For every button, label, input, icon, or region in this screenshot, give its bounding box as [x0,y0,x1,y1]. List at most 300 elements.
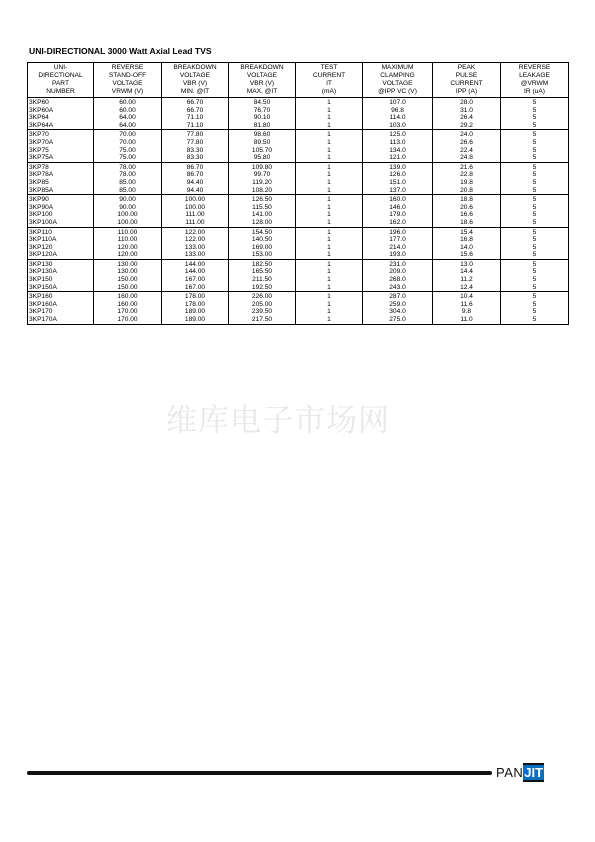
table-cell: 205.00 [229,301,296,309]
panjit-logo [496,766,544,780]
table-cell: 83.30 [162,147,229,155]
table-cell: 268.0 [363,276,433,284]
table-cell: 24.0 [433,130,501,139]
table-cell: 150.00 [94,284,162,292]
table-cell: 5 [501,107,569,115]
table-row [28,236,569,244]
table-cell: 110.00 [94,236,162,244]
table-cell: 5 [501,316,569,324]
table-cell: 90.10 [229,114,296,122]
table-cell: 192.50 [229,284,296,292]
column-header [94,63,162,98]
table-row [28,268,569,276]
table-cell: 5 [501,98,569,107]
column-header-line: UNI- [53,64,68,71]
table-cell: 5 [501,244,569,252]
table-cell: 15.4 [433,227,501,236]
header-row [28,63,569,98]
table-cell: 226.00 [229,292,296,301]
column-header [296,63,363,98]
table-cell: 1 [296,211,363,219]
footer-rule [27,771,492,775]
table-cell: 139.0 [363,162,433,171]
table-cell: 78.00 [94,171,162,179]
column-header [229,63,296,98]
table-row [28,204,569,212]
table-cell: 28.0 [433,98,501,107]
table-cell: 16.8 [433,236,501,244]
table-cell: 179.0 [363,211,433,219]
part-number-cell: 3KP110A [29,236,57,244]
part-number-cell: 3KP70A [29,138,54,146]
column-header-line: IR (uA) [524,88,545,95]
table-row [28,259,569,268]
table-row [28,316,569,324]
watermark: 维库电子市场网 [166,403,390,439]
column-header-line: CLAMPING [380,72,415,79]
table-cell: 5 [501,227,569,236]
table-cell: 1 [296,316,363,324]
table-cell: 169.00 [229,244,296,252]
table-cell: 100.00 [162,204,229,212]
table-cell: 160.00 [94,292,162,301]
table-cell: 94.40 [162,179,229,187]
part-number-cell: 3KP90A [29,203,54,211]
table-cell: 126.50 [229,195,296,204]
column-header-line: NUMBER [46,88,75,95]
column-header-line: TEST [320,64,338,71]
column-header-line: (mA) [321,88,337,95]
table-row [28,154,569,162]
table-row [28,276,569,284]
table-cell: 12.4 [433,284,501,292]
table-cell: 109.80 [229,162,296,171]
table-cell: 20.8 [433,187,501,195]
column-header-line: IT [326,80,332,87]
column-header [363,63,433,98]
part-number-cell: 3KP160A [29,300,57,308]
column-header [162,63,229,98]
table-cell: 60.00 [94,107,162,115]
column-header-line: REVERSE [111,64,144,71]
table-row [28,107,569,115]
table-cell: 10.4 [433,292,501,301]
table-cell: 60.00 [94,98,162,107]
column-header-line: IPP (A) [455,88,478,95]
table-row [28,301,569,309]
table-cell: 103.0 [363,122,433,130]
table-cell: 133.00 [162,244,229,252]
table-title: UNI-DIRECTIONAL 3000 Watt Axial Lead TVS [29,46,212,56]
table-cell: 18.6 [433,219,501,227]
column-header-line: REVERSE [518,64,551,71]
table-cell: 1 [296,162,363,171]
table-cell: 1 [296,227,363,236]
table-cell: 110.00 [94,227,162,236]
column-header-line: CURRENT [312,72,346,79]
table-cell: 5 [501,162,569,171]
table-cell: 14.4 [433,268,501,276]
column-header-line: PEAK [457,64,476,71]
table-cell: 114.0 [363,114,433,122]
table-cell: 111.00 [162,219,229,227]
table-cell: 1 [296,147,363,155]
table-cell: 31.0 [433,107,501,115]
table-cell: 119.20 [229,179,296,187]
table-cell: 5 [501,219,569,227]
part-number-cell: 3KP90 [28,195,94,204]
row-group [28,98,569,130]
column-header-line: MAXIMUM [381,64,414,71]
table-cell: 1 [296,268,363,276]
table-cell: 214.0 [363,244,433,252]
table-cell: 16.6 [433,211,501,219]
column-header-line: DIRECTIONAL [38,72,83,79]
table-cell: 5 [501,179,569,187]
table-cell: 115.50 [229,204,296,212]
table-cell: 78.00 [94,162,162,171]
table-row [28,98,569,107]
table-cell: 167.00 [162,276,229,284]
table-cell: 70.00 [94,130,162,139]
table-cell: 137.0 [363,187,433,195]
part-number-cell: 3KP85 [29,178,49,186]
table-cell: 5 [501,130,569,139]
table-row [28,122,569,130]
table-cell: 85.00 [94,187,162,195]
part-number-cell: 3KP64A [29,121,54,129]
table-cell: 128.00 [229,219,296,227]
table-cell: 165.50 [229,268,296,276]
table-row [28,147,569,155]
part-number-cell: 3KP120 [29,243,53,251]
part-number-cell: 3KP60 [29,99,49,106]
table-cell: 5 [501,195,569,204]
column-header-line: @IPP VC (V) [378,88,417,95]
table-cell: 5 [501,259,569,268]
table-cell: 1 [296,244,363,252]
part-number-cell: 3KP160 [28,292,94,301]
part-number-cell: 3KP100 [29,211,53,219]
table-row [28,211,569,219]
part-number-cell: 3KP60A [29,106,54,114]
table-row [28,179,569,187]
column-header-line: LEAKAGE [519,72,550,79]
table-cell: 100.00 [94,211,162,219]
row-group [28,162,569,194]
table-cell: 90.00 [94,195,162,204]
table-cell: 5 [501,114,569,122]
table-cell: 24.8 [433,154,501,162]
part-number-cell: 3KP78A [29,171,54,179]
table-cell: 217.50 [229,316,296,324]
table-cell: 1 [296,236,363,244]
table-cell: 98.60 [229,130,296,139]
table-cell: 111.00 [162,211,229,219]
table-cell: 5 [501,268,569,276]
table-cell: 1 [296,187,363,195]
part-number-cell: 3KP78 [28,162,94,171]
table-cell: 189.00 [162,316,229,324]
table-cell: 1 [296,204,363,212]
table-cell: 189.00 [162,308,229,316]
table-cell: 1 [296,139,363,147]
table-row [28,308,569,316]
table-cell: 167.00 [162,284,229,292]
table-cell: 86.70 [162,171,229,179]
table-row [28,187,569,195]
table-cell: 89.50 [229,139,296,147]
table-cell: 96.8 [363,107,433,115]
logo-pan-text: PAN [496,765,524,780]
column-header-line: VBR (V) [249,80,275,87]
column-header-line: @VRWM [520,80,549,87]
table-cell: 1 [296,301,363,309]
table-cell: 1 [296,130,363,139]
table-cell: 196.0 [363,227,433,236]
table-cell: 1 [296,259,363,268]
column-header-line: BREAKDOWN [240,64,284,71]
table-cell: 1 [296,171,363,179]
table-cell: 77.80 [162,139,229,147]
table-cell: 287.0 [363,292,433,301]
table-cell: 1 [296,251,363,259]
table-cell: 5 [501,292,569,301]
table-cell: 154.50 [229,227,296,236]
row-group [28,195,569,227]
table-cell: 1 [296,114,363,122]
table-cell: 70.00 [94,139,162,147]
table-cell: 304.0 [363,308,433,316]
table-cell: 5 [501,308,569,316]
table-cell: 1 [296,219,363,227]
table-cell: 5 [501,147,569,155]
table-cell: 71.10 [162,122,229,130]
table-cell: 5 [501,276,569,284]
column-header [433,63,501,98]
table-cell: 75.00 [94,147,162,155]
specifications-table [27,62,569,325]
table-cell: 178.00 [162,292,229,301]
table-cell: 211.50 [229,276,296,284]
table-cell: 239.50 [229,308,296,316]
part-number-cell: 3KP75 [29,146,49,154]
table-cell: 120.00 [94,244,162,252]
part-number-cell: 3KP130A [29,268,57,276]
column-header [501,63,569,98]
table-cell: 126.0 [363,171,433,179]
table-cell: 1 [296,154,363,162]
part-number-cell: 3KP150A [29,283,57,291]
table-cell: 19.8 [433,179,501,187]
row-group [28,227,569,259]
table-cell: 13.0 [433,259,501,268]
table-cell: 76.70 [229,107,296,115]
table-cell: 5 [501,187,569,195]
table-cell: 108.20 [229,187,296,195]
table-cell: 275.0 [363,316,433,324]
table-cell: 84.50 [229,98,296,107]
column-header-line: VRWM (V) [111,88,144,95]
part-number-cell: 3KP110 [28,227,94,236]
table-cell: 85.00 [94,179,162,187]
table-cell: 5 [501,251,569,259]
table-row [28,114,569,122]
column-header-line: VBR (V) [182,80,208,87]
table-row [28,244,569,252]
table-cell: 144.00 [162,268,229,276]
table-cell: 66.70 [162,98,229,107]
table-cell: 5 [501,284,569,292]
part-number-cell: 3KP170 [29,308,53,316]
column-header-line: CURRENT [450,80,483,87]
table-cell: 1 [296,179,363,187]
table-row [28,195,569,204]
table-cell: 113.0 [363,139,433,147]
table-cell: 182.50 [229,259,296,268]
table-cell: 100.00 [162,195,229,204]
part-number-cell: 3KP130 [28,259,94,268]
table-cell: 162.0 [363,219,433,227]
table-cell: 140.50 [229,236,296,244]
table-cell: 83.30 [162,154,229,162]
table-cell: 259.0 [363,301,433,309]
column-header-line: PART [52,80,69,87]
table-row [28,292,569,301]
table-cell: 26.4 [433,114,501,122]
table-cell: 5 [501,154,569,162]
table-cell: 1 [296,276,363,284]
table-cell: 22.4 [433,147,501,155]
column-header-line: STAND-OFF [108,72,147,79]
table-cell: 5 [501,139,569,147]
part-number-cell: 3KP85A [29,186,54,194]
table-row [28,251,569,259]
row-group [28,292,569,324]
column-header-line: VOLTAGE [382,80,413,87]
table-cell: 66.70 [162,107,229,115]
part-number-cell: 3KP170A [29,316,57,324]
table-cell: 75.00 [94,154,162,162]
table-cell: 71.10 [162,114,229,122]
table-cell: 1 [296,292,363,301]
table-cell: 81.80 [229,122,296,130]
table-cell: 77.80 [162,130,229,139]
table-row [28,219,569,227]
table-cell: 5 [501,301,569,309]
table-cell: 5 [501,211,569,219]
table-cell: 9.8 [433,308,501,316]
table-cell: 1 [296,122,363,130]
table-cell: 144.00 [162,259,229,268]
table-cell: 1 [296,195,363,204]
part-number-cell: 3KP100A [29,218,57,226]
table-cell: 86.70 [162,162,229,171]
table-cell: 153.00 [229,251,296,259]
table-cell: 209.0 [363,268,433,276]
table-cell: 243.0 [363,284,433,292]
table-cell: 122.00 [162,236,229,244]
table-header [28,63,569,98]
table-row [28,171,569,179]
table-cell: 141.00 [229,211,296,219]
table-cell: 100.00 [94,219,162,227]
table-cell: 20.6 [433,204,501,212]
column-header-line: VOLTAGE [112,80,143,87]
part-number-cell: 3KP70 [28,130,94,139]
column-header-line: VOLTAGE [246,72,278,79]
table-cell: 122.00 [162,227,229,236]
table-cell: 18.8 [433,195,501,204]
part-number-cell: 3KP75A [29,154,54,162]
table-cell: 22.8 [433,171,501,179]
part-number-cell: 3KP64 [29,114,49,122]
table-cell: 1 [296,284,363,292]
table-cell: 15.6 [433,251,501,259]
table-cell: 133.00 [162,251,229,259]
column-header-line: VOLTAGE [179,72,211,79]
table-row [28,139,569,147]
column-header-line: BREAKDOWN [173,64,217,71]
table-cell: 125.0 [363,130,433,139]
table-cell: 29.2 [433,122,501,130]
logo-jit-text: JIT [524,765,544,780]
table-cell: 231.0 [363,259,433,268]
table-cell: 130.00 [94,259,162,268]
row-group [28,130,569,162]
table-cell: 160.00 [94,301,162,309]
table-cell: 150.00 [94,276,162,284]
table-cell: 1 [296,107,363,115]
table-cell: 14.0 [433,244,501,252]
table-cell: 95.80 [229,154,296,162]
table-cell: 107.0 [363,98,433,107]
part-number-cell: 3KP150 [29,276,53,284]
table-cell: 1 [296,98,363,107]
table-cell: 5 [501,236,569,244]
table-cell: 5 [501,171,569,179]
table-cell: 151.0 [363,179,433,187]
table-cell: 105.70 [229,147,296,155]
table-cell: 21.6 [433,162,501,171]
table-cell: 134.0 [363,147,433,155]
table-cell: 178.00 [162,301,229,309]
table-cell: 11.0 [433,316,501,324]
table-cell: 26.6 [433,139,501,147]
table-cell: 11.6 [433,301,501,309]
table-cell: 177.0 [363,236,433,244]
table-cell: 120.00 [94,251,162,259]
table-cell: 64.00 [94,114,162,122]
table-cell: 130.00 [94,268,162,276]
table-cell: 99.70 [229,171,296,179]
table-cell: 160.0 [363,195,433,204]
table-cell: 90.00 [94,204,162,212]
table-row [28,130,569,139]
table-cell: 94.40 [162,187,229,195]
row-group [28,259,569,291]
column-header [28,63,94,98]
table-cell: 5 [501,204,569,212]
table-cell: 170.00 [94,308,162,316]
table-cell: 146.0 [363,204,433,212]
table-row [28,284,569,292]
table-cell: 170.00 [94,316,162,324]
part-number-cell: 3KP120A [29,251,57,259]
column-header-line: PULSE [455,72,478,79]
table-row [28,227,569,236]
table-cell: 5 [501,122,569,130]
